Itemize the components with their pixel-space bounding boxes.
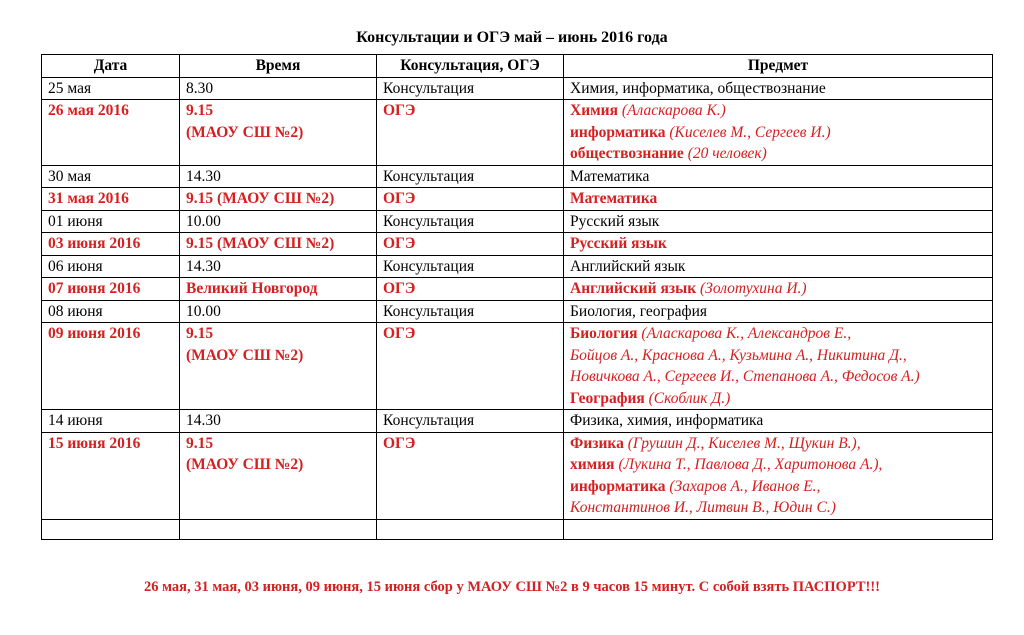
subject-name: Английский язык — [570, 280, 697, 297]
subject-line — [570, 476, 986, 498]
date-cell: 26 мая 2016 — [42, 100, 180, 166]
type-cell: Консультация — [377, 255, 564, 278]
subject-name: информатика — [570, 477, 666, 495]
time-cell: 14.30 — [180, 255, 377, 278]
time-line: Великий Новгород — [186, 280, 318, 297]
participants-note: (Аласкарова К., Александров Е., — [637, 325, 852, 342]
time-line: 9.15 (МАОУ СШ №2) — [186, 190, 335, 207]
time-cell: 10.00 — [180, 300, 377, 323]
exam-row — [42, 432, 993, 519]
date-cell: 01 июня — [42, 210, 180, 233]
schedule-body — [42, 77, 993, 539]
type-cell: Консультация — [377, 210, 564, 233]
subject-line — [570, 278, 986, 300]
subject-cell — [564, 278, 993, 301]
date-cell: 08 июня — [42, 300, 180, 323]
subject-name: Химия — [570, 102, 618, 119]
exam-row — [42, 188, 993, 211]
subject-line — [570, 143, 986, 165]
time-cell: 8.30 — [180, 77, 377, 100]
subject-line — [570, 122, 986, 144]
time-line: (МАОУ СШ №2) — [186, 346, 304, 364]
subject-cell — [564, 432, 993, 519]
participants-note: (Лукина Т., Павлова Д., Харитонова А.), — [614, 456, 883, 473]
subject-cell — [564, 100, 993, 166]
subject-cell: Русский язык — [564, 210, 993, 233]
date-cell: 03 июня 2016 — [42, 233, 180, 256]
date-cell: 09 июня 2016 — [42, 323, 180, 410]
exam-row — [42, 100, 993, 166]
subject-line — [570, 345, 986, 367]
time-cell: 10.00 — [180, 210, 377, 233]
consultation-row — [42, 300, 993, 323]
time-line: 9.15 — [186, 434, 214, 452]
subject-cell: Математика — [564, 165, 993, 188]
type-cell: Консультация — [377, 410, 564, 433]
participants-note: (Аласкарова К.) — [618, 102, 726, 119]
participants-note: Новичкова А., Сергеев И., Степанова А., Федосов А.) — [570, 368, 920, 385]
header-row — [42, 55, 993, 78]
participants-note: (Захаров А., Иванов Е., — [665, 477, 821, 495]
header-subject: Предмет — [564, 55, 993, 78]
exam-row — [42, 278, 993, 301]
consultation-row — [42, 77, 993, 100]
time-cell — [180, 432, 377, 519]
header-type: Консультация, ОГЭ — [377, 55, 564, 78]
date-cell: 07 июня 2016 — [42, 278, 180, 301]
subject-name: информатика — [570, 123, 666, 141]
subject-cell — [564, 233, 993, 256]
subject-line — [570, 323, 986, 345]
time-cell — [180, 278, 377, 301]
consultation-row — [42, 410, 993, 433]
subject-cell: Биология, география — [564, 300, 993, 323]
time-cell — [180, 100, 377, 166]
subject-name: обществознание — [570, 145, 684, 162]
subject-cell — [564, 188, 993, 211]
blank-row — [42, 519, 993, 539]
type-cell: ОГЭ — [377, 188, 564, 211]
participants-note: (20 человек) — [683, 145, 767, 162]
consultation-row — [42, 210, 993, 233]
type-cell: Консультация — [377, 165, 564, 188]
date-cell: 25 мая — [42, 77, 180, 100]
type-cell: ОГЭ — [377, 432, 564, 519]
type-cell: Консультация — [377, 300, 564, 323]
date-cell: 30 мая — [42, 165, 180, 188]
time-cell — [180, 323, 377, 410]
time-line: 9.15 (МАОУ СШ №2) — [186, 235, 335, 252]
subject-name: химия — [570, 456, 615, 473]
type-cell: ОГЭ — [377, 233, 564, 256]
schedule-table — [41, 54, 993, 540]
time-line: 9.15 — [186, 102, 214, 119]
subject-line — [570, 497, 986, 519]
subject-line — [570, 366, 986, 388]
date-cell: 15 июня 2016 — [42, 432, 180, 519]
time-line: 9.15 — [186, 325, 214, 342]
time-line: (МАОУ СШ №2) — [186, 123, 304, 141]
type-cell: ОГЭ — [377, 278, 564, 301]
date-cell: 06 июня — [42, 255, 180, 278]
subject-name: Русский язык — [570, 235, 667, 252]
subject-name: Математика — [570, 190, 658, 207]
subject-name: Биология — [570, 325, 638, 342]
participants-note: (Золотухина И.) — [696, 280, 807, 297]
consultation-row — [42, 165, 993, 188]
participants-note: Бойцов А., Краснова А., Кузьмина А., Никитина Д., — [570, 346, 907, 364]
subject-line — [570, 233, 986, 255]
consultation-row — [42, 255, 993, 278]
participants-note: (Грушин Д., Киселев М., Щукин В.), — [623, 434, 861, 452]
time-line: (МАОУ СШ №2) — [186, 456, 304, 473]
date-cell: 14 июня — [42, 410, 180, 433]
subject-name: Физика — [570, 434, 624, 452]
time-cell — [180, 188, 377, 211]
header-date: Дата — [42, 55, 180, 78]
exam-row — [42, 233, 993, 256]
subject-cell — [564, 323, 993, 410]
subject-cell: Английский язык — [564, 255, 993, 278]
subject-line — [570, 388, 986, 410]
type-cell: ОГЭ — [377, 100, 564, 166]
type-cell: Консультация — [377, 77, 564, 100]
time-cell: 14.30 — [180, 165, 377, 188]
footer-note: 26 мая, 31 мая, 03 июня, 09 июня, 15 июня сбор у МАОУ СШ №2 в 9 часов 15 минут. С собой взять ПАСПОРТ!!! — [143, 579, 881, 595]
time-cell — [180, 233, 377, 256]
subject-cell: Физика, химия, информатика — [564, 410, 993, 433]
participants-note: Константинов И., Литвин В., Юдин С.) — [570, 499, 836, 516]
subject-line — [570, 433, 986, 455]
subject-line — [570, 100, 986, 122]
participants-note: (Скоблик Д.) — [644, 389, 731, 407]
date-cell: 31 мая 2016 — [42, 188, 180, 211]
page-title: Консультации и ОГЭ май – июнь 2016 года — [356, 29, 668, 46]
type-cell: ОГЭ — [377, 323, 564, 410]
exam-row — [42, 323, 993, 410]
header-time: Время — [180, 55, 377, 78]
subject-name: География — [570, 389, 645, 407]
time-cell: 14.30 — [180, 410, 377, 433]
subject-cell: Химия, информатика, обществознание — [564, 77, 993, 100]
subject-line — [570, 454, 986, 476]
subject-line — [570, 188, 986, 210]
participants-note: (Киселев М., Сергеев И.) — [665, 123, 831, 141]
